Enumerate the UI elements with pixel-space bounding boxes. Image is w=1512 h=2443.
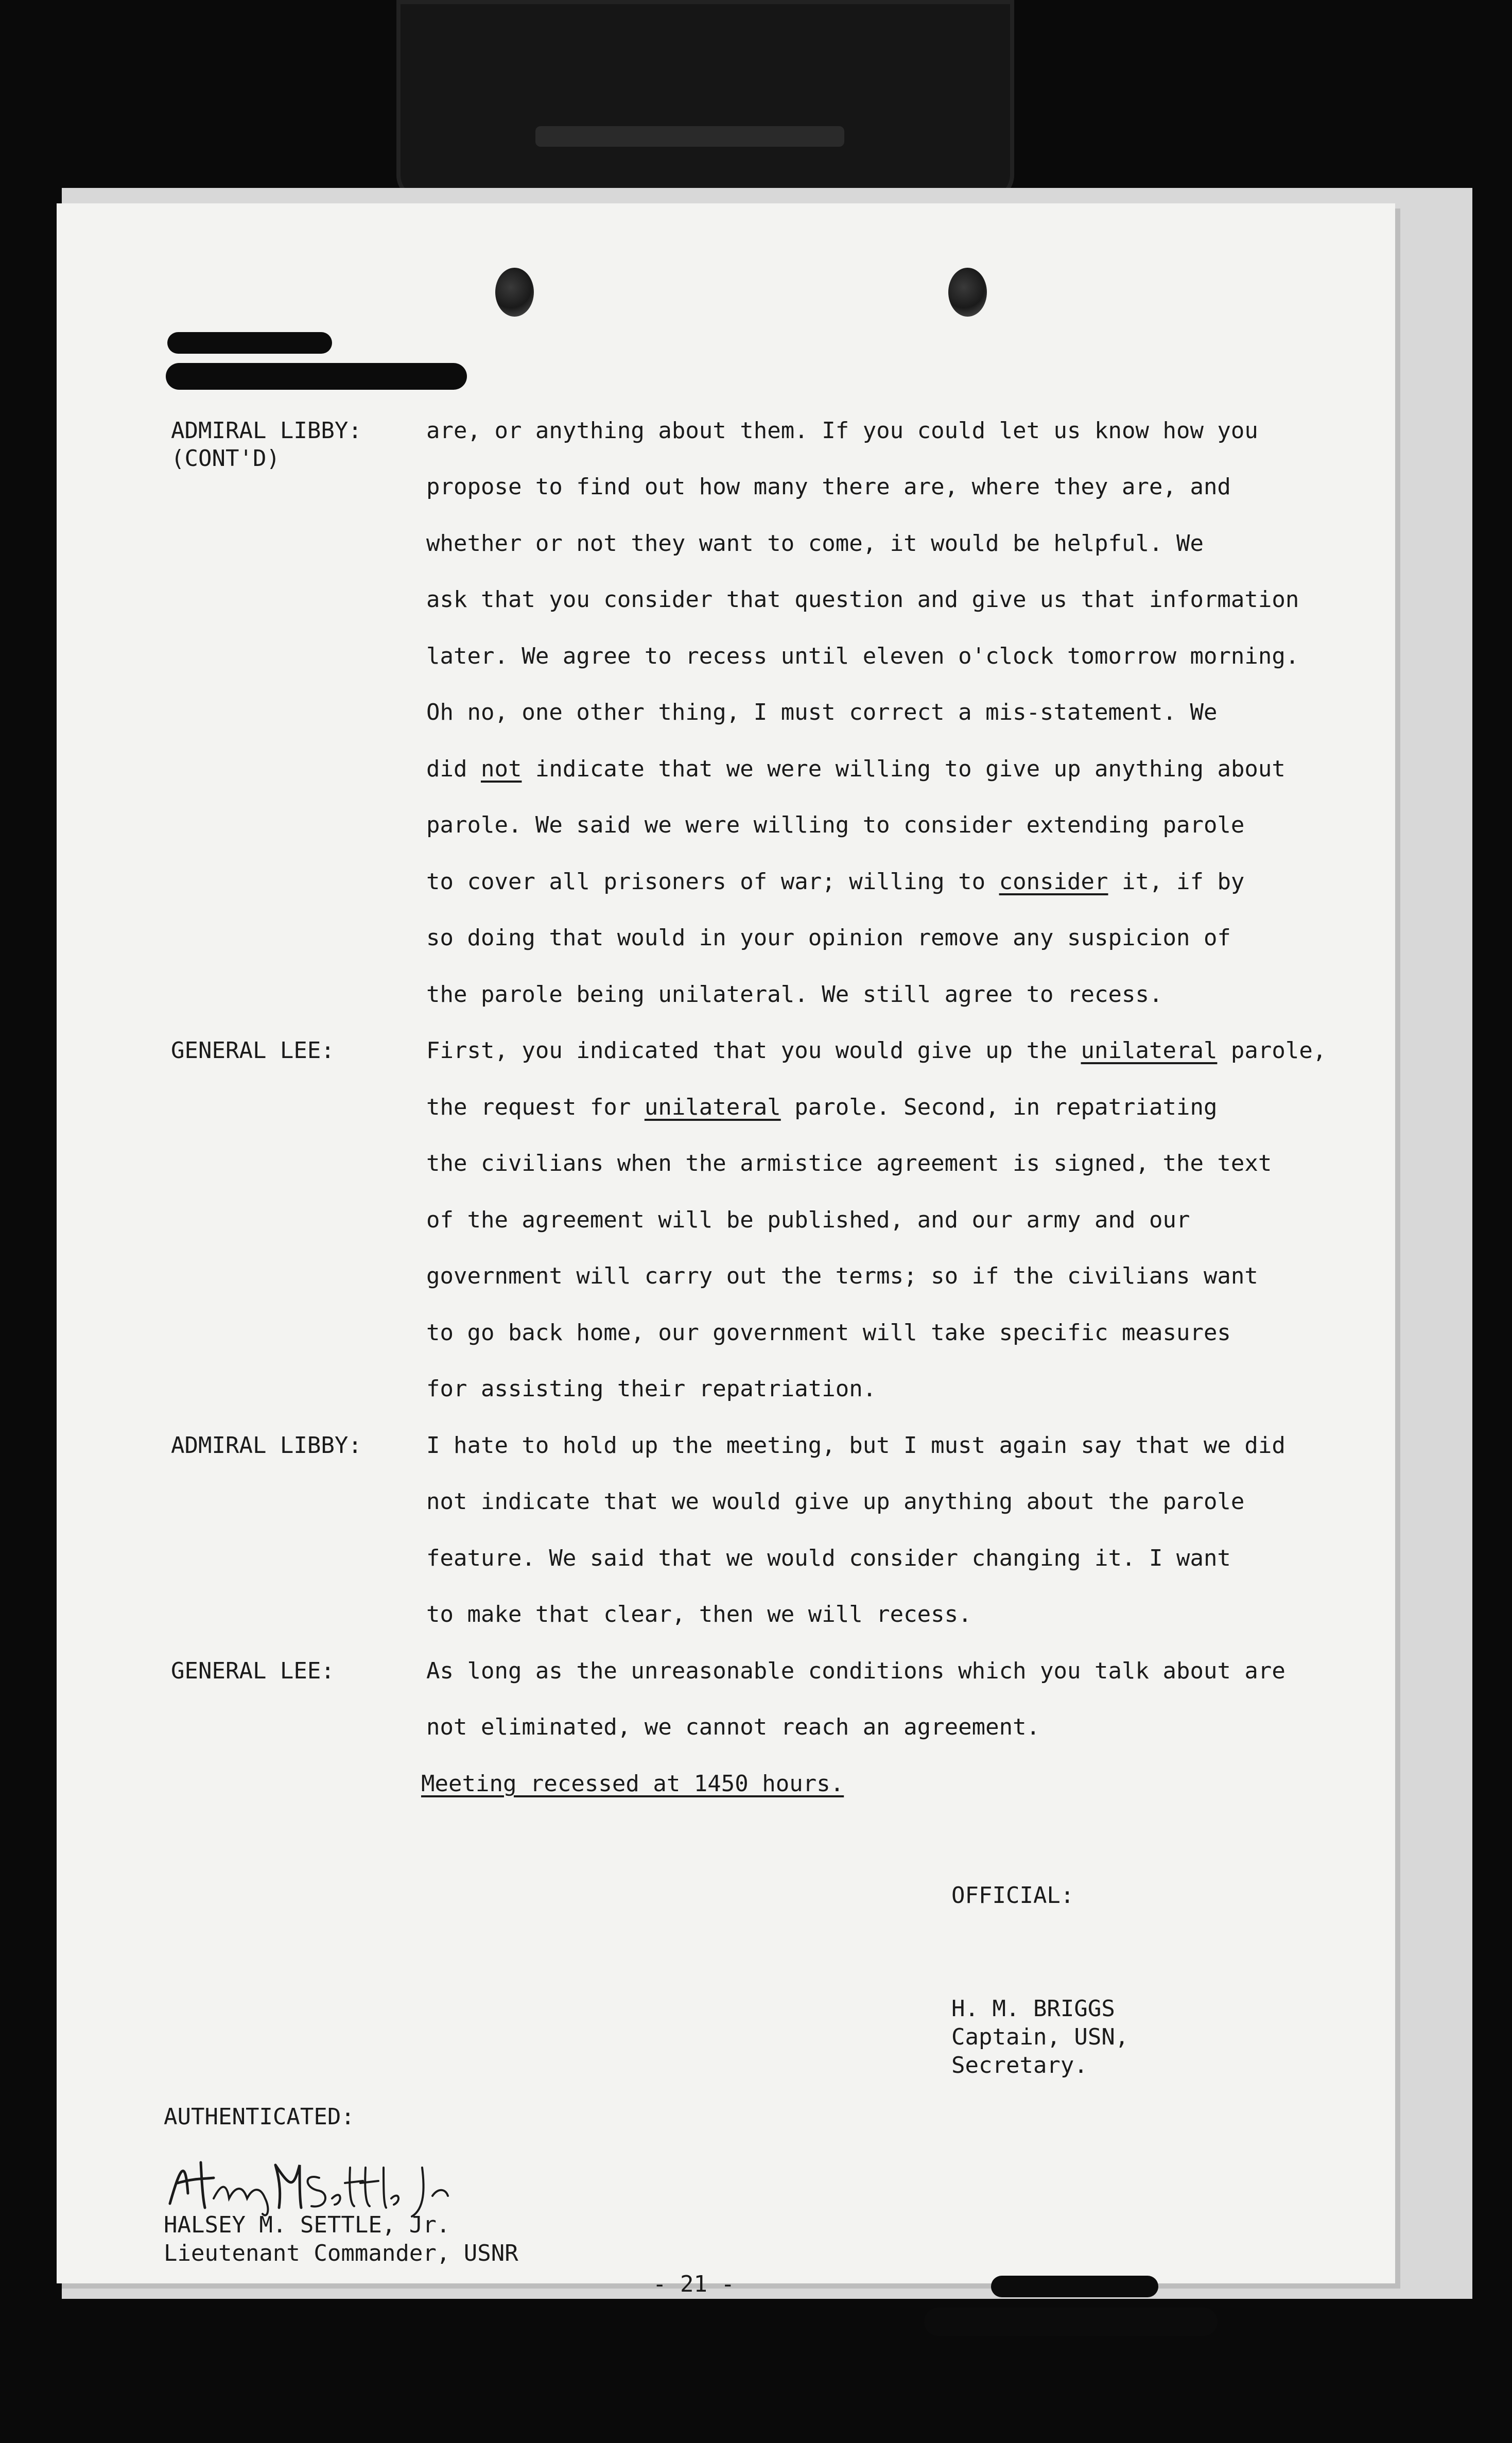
text-line: so doing that would in your opinion remove any suspicion of [426,925,1231,951]
text-line: Oh no, one other thing, I must correct a mis-statement. We [426,699,1218,725]
speaker-label: ADMIRAL LIBBY: [171,1432,362,1459]
recess-note: Meeting recessed at 1450 hours. [421,1771,844,1797]
text-line: As long as the unreasonable conditions which you talk about are [426,1658,1285,1684]
speaker-label: GENERAL LEE: [171,1658,335,1684]
text-line: did not indicate that we were willing to give up anything about [426,756,1285,782]
text-line: the parole being unilateral. We still agree to recess. [426,981,1163,1008]
page-number: - 21 - [653,2271,735,2297]
text-line: for assisting their repatriation. [426,1376,877,1402]
text-line: to go back home, our government will take specific measures [426,1320,1231,1346]
text-line: First, you indicated that you would give up the unilateral parole, [426,1037,1327,1064]
text-line: to cover all prisoners of war; willing to consider it, if by [426,869,1245,895]
text-line: not indicate that we would give up anything about the parole [426,1488,1245,1515]
official-rank: Captain, USN, [951,2024,1129,2050]
text-line: are, or anything about them. If you could let us know how you [426,418,1258,444]
text-line: whether or not they want to come, it would be helpful. We [426,530,1204,557]
text-line: feature. We said that we would consider changing it. I want [426,1545,1231,1571]
text-line: later. We agree to recess until eleven o'clock tomorrow morning. [426,643,1299,669]
speaker-label: GENERAL LEE: [171,1037,335,1064]
text-line: of the agreement will be published, and our army and our [426,1207,1190,1233]
text-line: parole. We said we were willing to consider extending parole [426,812,1245,838]
official-title: Secretary. [951,2052,1088,2078]
speaker-label: ADMIRAL LIBBY: (CONT'D) [171,418,362,472]
text-line: propose to find out how many there are, where they are, and [426,474,1231,500]
official-heading: OFFICIAL: [951,1882,1074,1909]
text-line: not eliminated, we cannot reach an agreement. [426,1714,1040,1740]
text-line: ask that you consider that question and give us that information [426,586,1299,613]
authenticated-name: HALSEY M. SETTLE, Jr. [164,2212,450,2238]
text-line: the civilians when the armistice agreement is signed, the text [426,1150,1272,1176]
authenticated-rank: Lieutenant Commander, USNR [164,2240,518,2266]
text-line: I hate to hold up the meeting, but I must again say that we did [426,1432,1285,1459]
authenticated-heading: AUTHENTICATED: [164,2104,355,2130]
text-line: to make that clear, then we will recess. [426,1601,972,1627]
text-line: the request for unilateral parole. Second, in repatriating [426,1094,1218,1120]
handwritten-signature [165,2147,474,2219]
official-name: H. M. BRIGGS [951,1996,1115,2022]
text-line: government will carry out the terms; so if the civilians want [426,1263,1258,1289]
